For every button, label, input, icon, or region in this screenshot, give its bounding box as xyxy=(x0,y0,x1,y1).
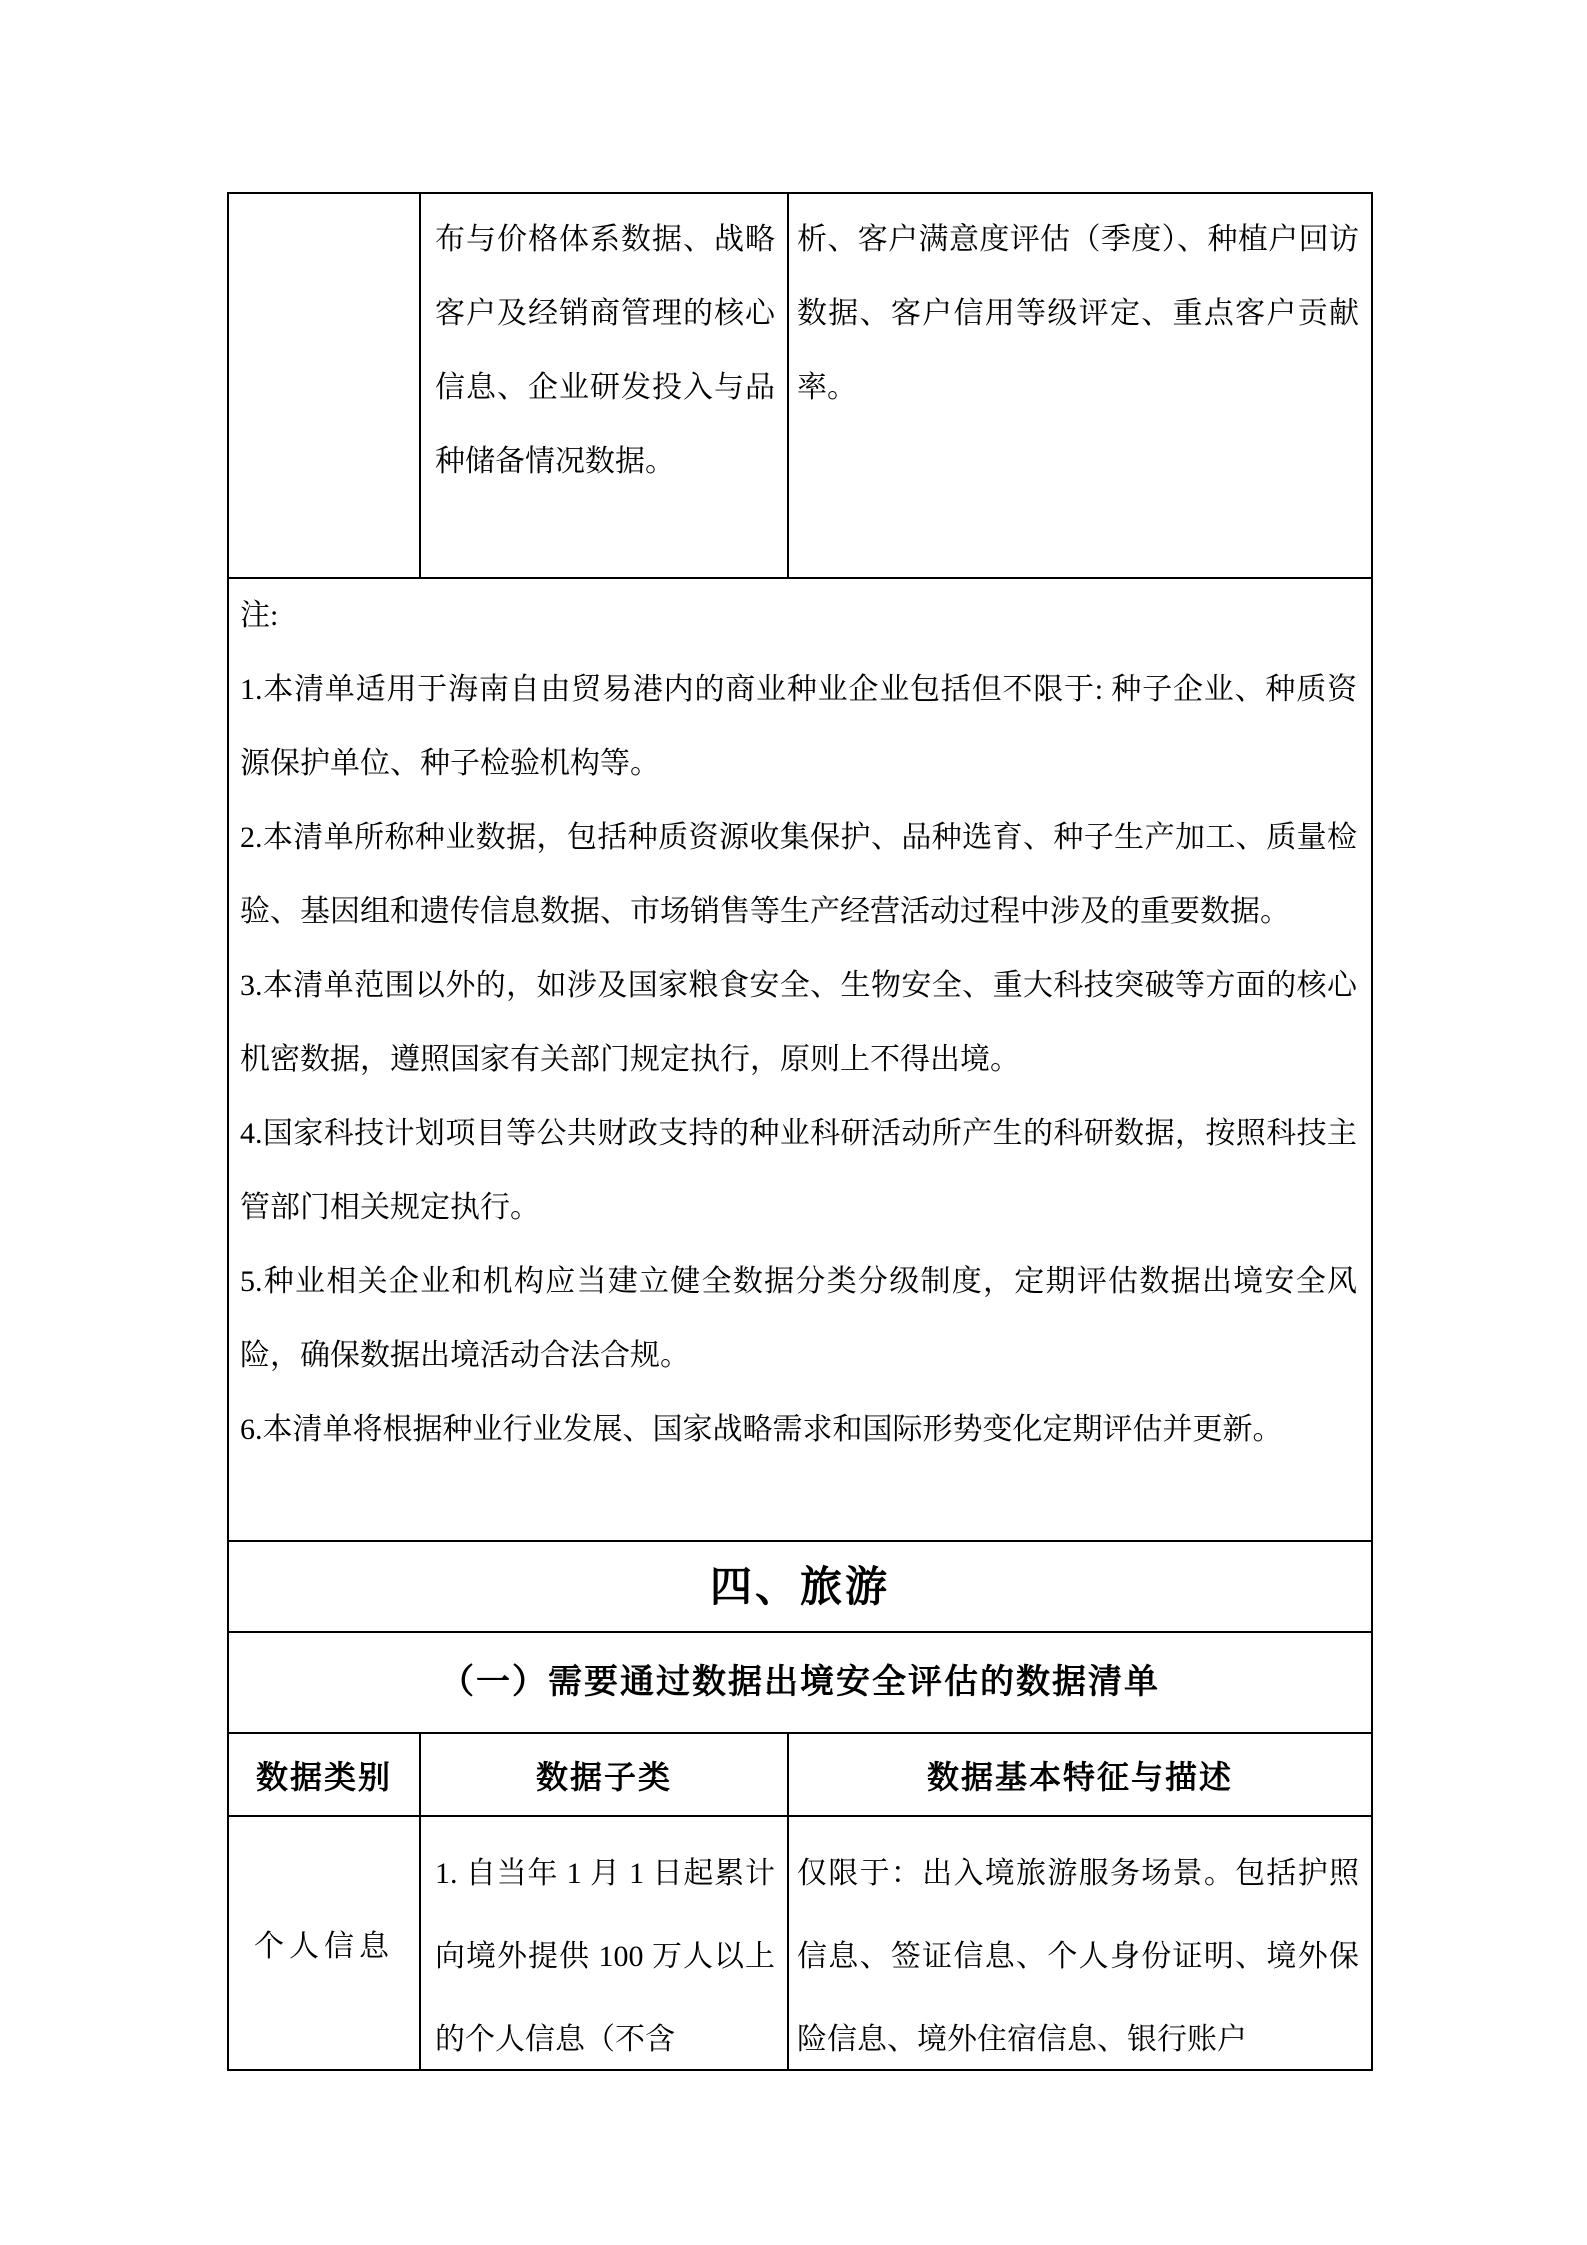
subclass-cell xyxy=(419,1817,787,2069)
subsection-heading-row xyxy=(229,1631,1371,1732)
note-item-4: 4.国家科技计划项目等公共财政支持的种业科研活动所产生的科研数据，按照科技主管部门相关规定执行。 xyxy=(240,1117,1357,1224)
category-cell-empty xyxy=(229,194,419,577)
data-export-list-table xyxy=(227,192,1373,2071)
header-subclass: 数据子类 xyxy=(419,1734,787,1815)
note-item-6: 6.本清单将根据种业行业发展、国家战略需求和国际形势变化定期评估并更新。 xyxy=(240,1413,1283,1446)
subsection-title: （一）需要通过数据出境安全评估的数据清单 xyxy=(440,1664,1160,1701)
description-cell xyxy=(787,1817,1371,2069)
description-cell xyxy=(787,194,1371,577)
notes-label: 注: xyxy=(240,599,279,632)
header-category: 数据类别 xyxy=(255,1758,392,1795)
description-text: 析、客户满意度评估（季度）、种植户回访数据、客户信用等级评定、重点客户贡献率。 xyxy=(797,223,1359,404)
description-text: 仅限于：出入境旅游服务场景。包括护照信息、签证信息、个人身份证明、境外保险信息、境外住宿信息、银行账户 xyxy=(797,1857,1359,2056)
note-item-5: 5.种业相关企业和机构应当建立健全数据分类分级制度，定期评估数据出境安全风险，确保数据出境活动合法合规。 xyxy=(240,1265,1357,1372)
notes-section xyxy=(229,577,1371,1540)
table-row-continuation xyxy=(229,194,1371,577)
header-description: 数据基本特征与描述 xyxy=(787,1734,1371,1815)
subclass-cell xyxy=(419,194,787,577)
category-cell: 个人信息 xyxy=(254,1930,394,1963)
note-item-2: 2.本清单所称种业数据，包括种质资源收集保护、品种选育、种子生产加工、质量检验、基因组和遗传信息数据、市场销售等生产经营活动过程中涉及的重要数据。 xyxy=(240,821,1357,928)
subclass-text: 布与价格体系数据、战略客户及经销商管理的核心信息、企业研发投入与品种储备情况数据。 xyxy=(435,223,775,478)
table-row xyxy=(229,1815,1371,2069)
note-item-1: 1.本清单适用于海南自由贸易港内的商业种业企业包括但不限于: 种子企业、种质资源保护单位、种子检验机构等。 xyxy=(240,673,1357,780)
section-title: 四、旅游 xyxy=(709,1563,890,1610)
table-header-row xyxy=(229,1732,1371,1815)
subclass-text: 1. 自当年 1 月 1 日起累计向境外提供 100 万人以上的个人信息（不含 xyxy=(435,1857,775,2056)
section-heading-row xyxy=(229,1540,1371,1631)
note-item-3: 3.本清单范围以外的，如涉及国家粮食安全、生物安全、重大科技突破等方面的核心机密数据，遵照国家有关部门规定执行，原则上不得出境。 xyxy=(240,969,1357,1076)
